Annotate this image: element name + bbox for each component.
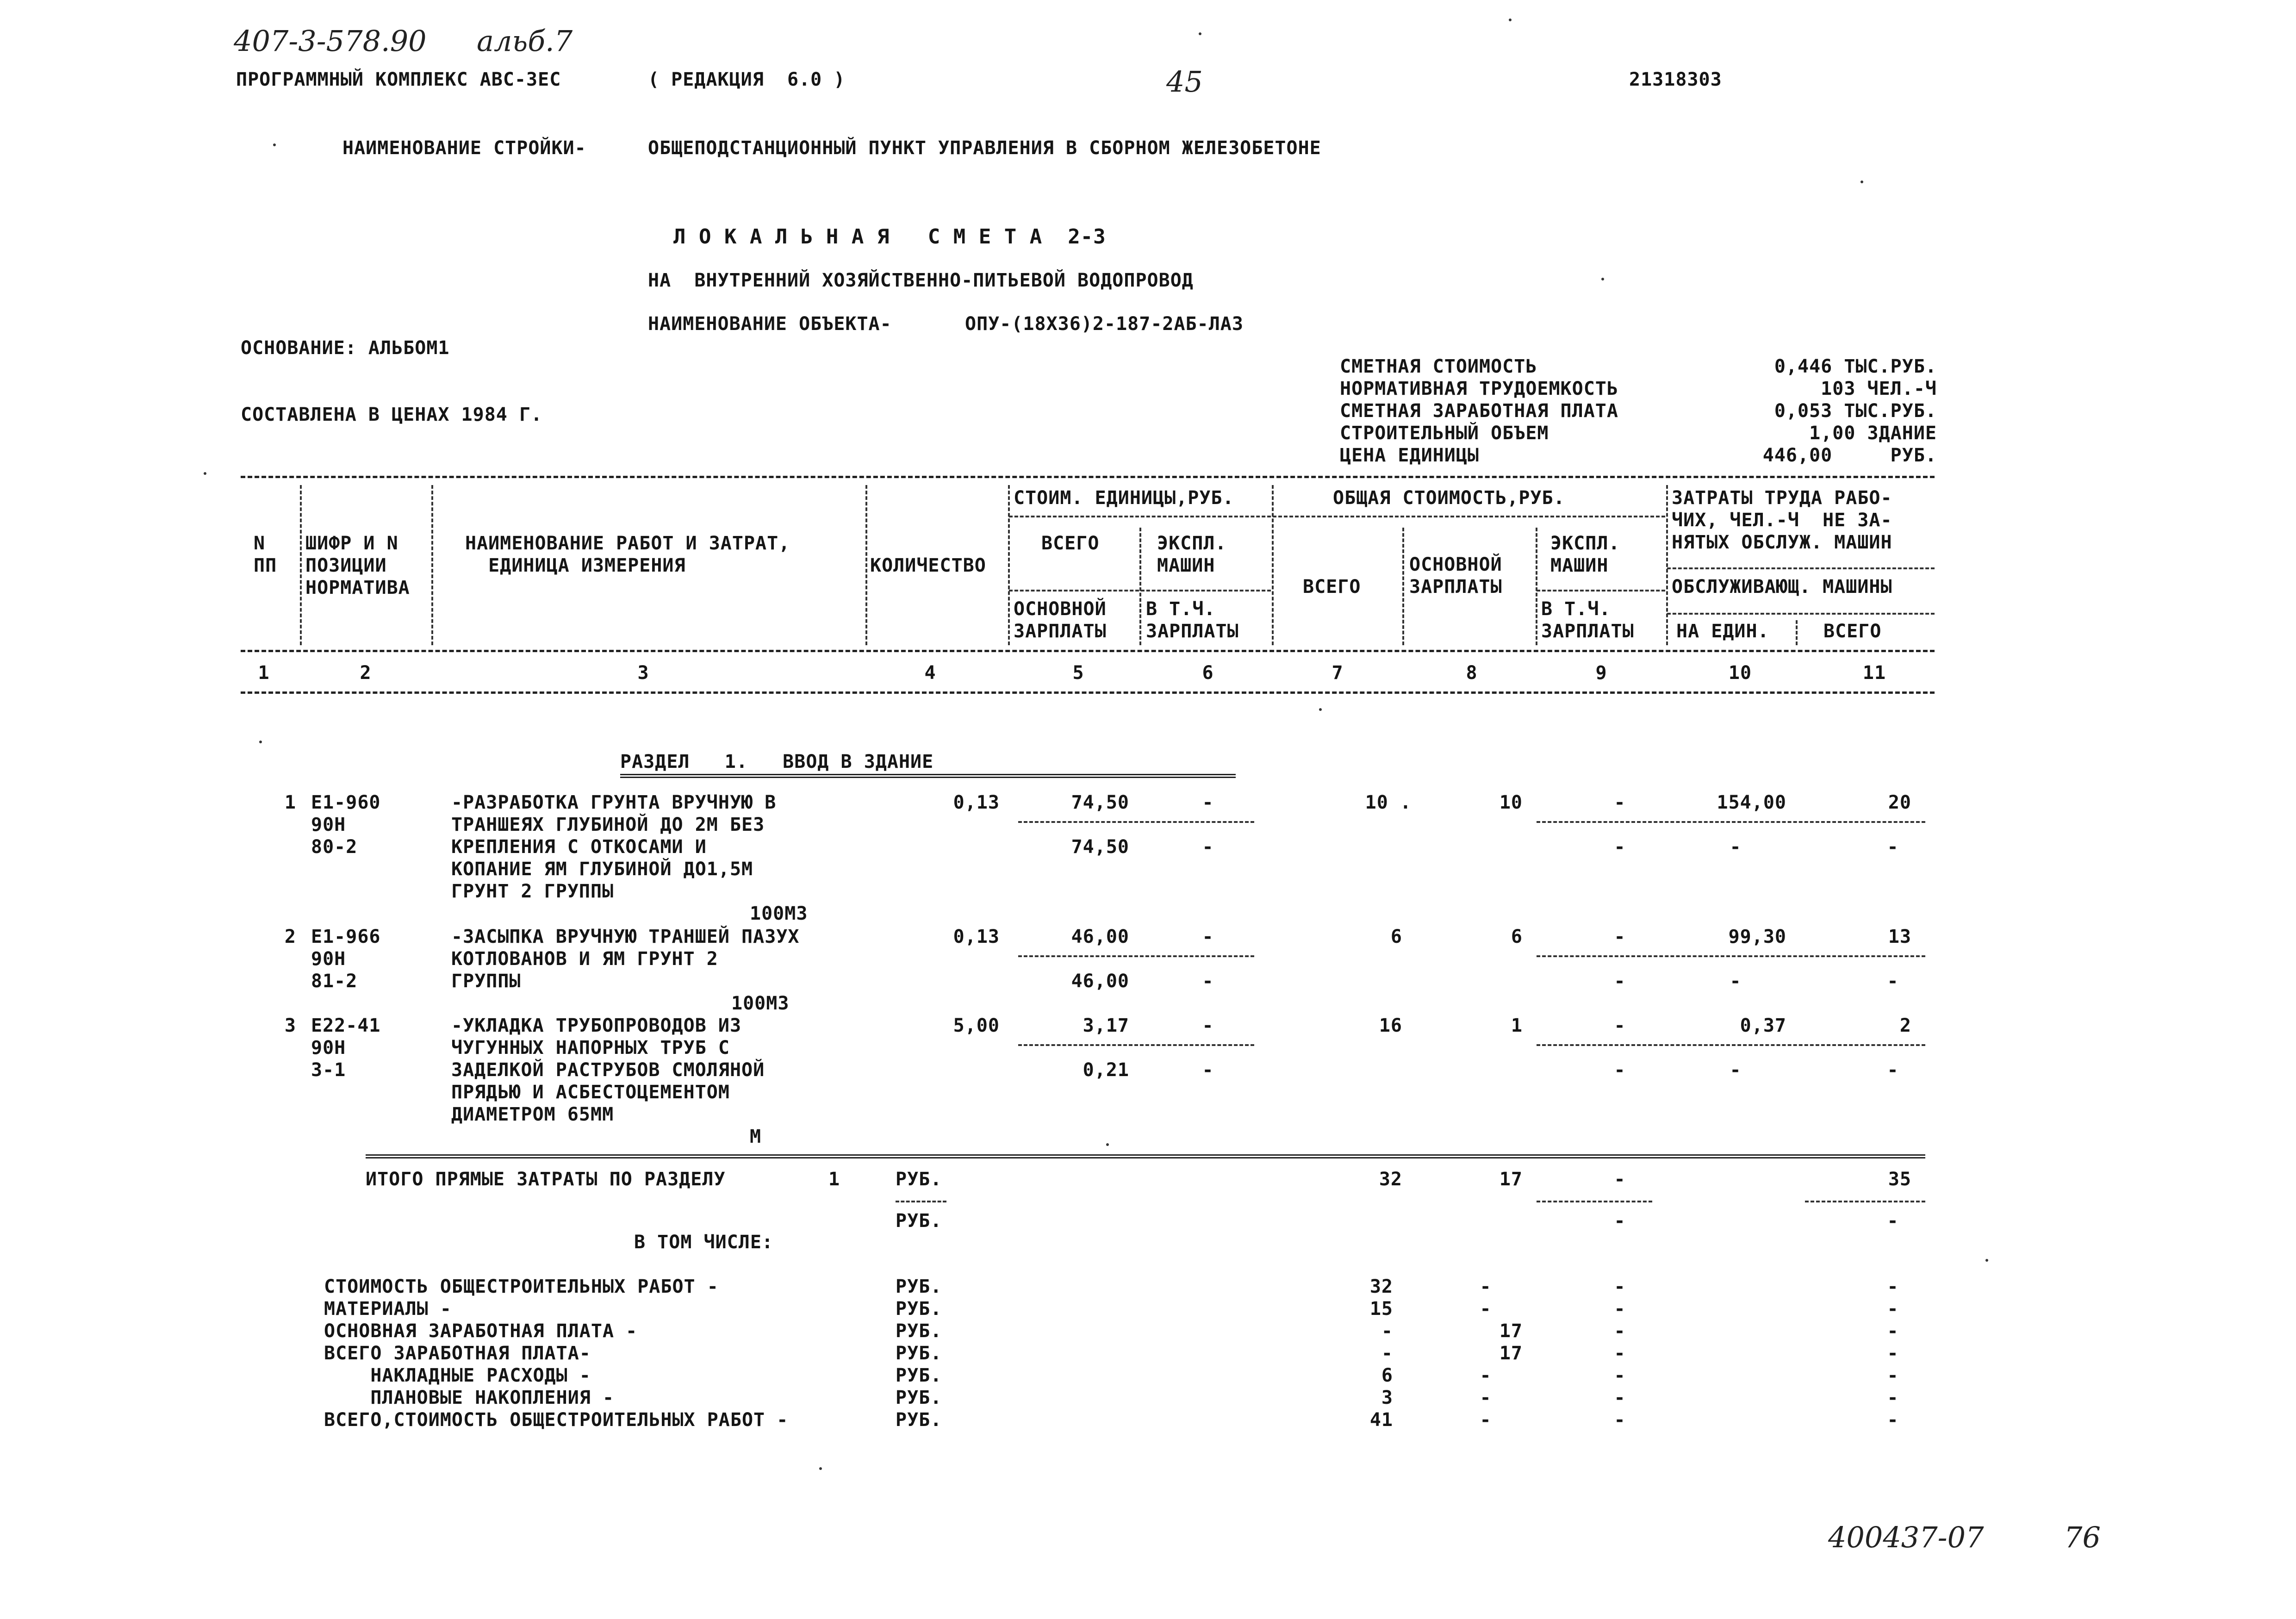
breakdown-labor: - [1887, 1365, 1899, 1386]
handwritten-page-number: 45 [1166, 65, 1203, 99]
totals-section-number: 1 [828, 1169, 840, 1190]
breakdown-labor: - [1887, 1409, 1899, 1431]
breakdown-machines: - [1614, 1276, 1626, 1297]
column-number: 2 [360, 662, 372, 684]
column-number: 8 [1466, 662, 1478, 684]
object-label: НАИМЕНОВАНИЕ ОБЪЕКТА- [648, 313, 892, 335]
scan-speck [1106, 1143, 1109, 1146]
total-machines: - [1614, 792, 1626, 813]
total-base-wage: 1 [1511, 1015, 1523, 1036]
scan-speck [1601, 278, 1604, 280]
totals-machines: - [1614, 1169, 1626, 1190]
breakdown-labor: - [1887, 1320, 1899, 1342]
header-total-machines: ЭКСПЛ. МАШИН [1550, 533, 1620, 576]
totals-rule [366, 1154, 1925, 1158]
column-number: 9 [1595, 662, 1607, 684]
estimate-subtitle: НА ВНУТРЕННИЙ ХОЗЯЙСТВЕННО-ПИТЬЕВОЙ ВОДОПРОВОД [648, 270, 1194, 291]
including-label: В ТОМ ЧИСЛЕ: [634, 1232, 773, 1253]
breakdown-base: 17 [1499, 1320, 1523, 1342]
total-all: 10 . [1365, 792, 1412, 813]
header-unit-rule [1009, 516, 1271, 517]
breakdown-base: - [1480, 1409, 1492, 1431]
totals-unit-second: РУБ. [896, 1210, 942, 1232]
row-number: 2 [284, 926, 296, 947]
summary-label: НОРМАТИВНАЯ ТРУДОЕМКОСТЬ [1340, 378, 1618, 399]
totals-all: 32 [1379, 1169, 1402, 1190]
unit-total: 74,50 [1071, 792, 1129, 813]
work-description: -УКЛАДКА ТРУБОПРОВОДОВ ИЗ ЧУГУННЫХ НАПОРНЫХ ТРУБ С ЗАДЕЛКОЙ РАСТРУБОВ СМОЛЯНОЙ ПРЯДЬЮ И АСБЕСТОЦЕМЕНТОМ ДИАМЕТРОМ 65ММ [451, 1015, 765, 1125]
col-separator [1536, 528, 1537, 645]
unit-incl-wage: - [1202, 1059, 1214, 1081]
work-description: -ЗАСЫПКА ВРУЧНУЮ ТРАНШЕЙ ПАЗУХ КОТЛОВАНОВ И ЯМ ГРУНТ 2 ГРУППЫ [451, 926, 800, 992]
summary-label: СТРОИТЕЛЬНЫЙ ОБЪЕМ [1340, 423, 1549, 444]
breakdown-labor: - [1887, 1387, 1899, 1408]
handwritten-archive-code: 400437-07 [1828, 1520, 1984, 1554]
breakdown-all: 15 [1369, 1298, 1393, 1320]
breakdown-unit: РУБ. [896, 1276, 942, 1297]
totals-labor: 35 [1888, 1169, 1911, 1190]
header-total-all: ВСЕГО [1303, 576, 1361, 598]
breakdown-labor: - [1887, 1343, 1899, 1364]
breakdown-machines: - [1614, 1298, 1626, 1320]
totals-base-wage: 17 [1499, 1169, 1523, 1190]
summary-value: 446,00 РУБ. [1762, 445, 1937, 466]
labor-per-unit: 154,00 [1717, 792, 1786, 813]
col-separator [1272, 485, 1274, 645]
totals-machines-second: - [1614, 1210, 1626, 1232]
unit-machines: - [1202, 792, 1214, 813]
total-all: 6 [1390, 926, 1402, 947]
breakdown-unit: РУБ. [896, 1387, 942, 1408]
scan-speck [1509, 19, 1512, 21]
scan-speck [819, 1467, 822, 1470]
work-unit: 100М3 [731, 993, 790, 1014]
header-total-rule [1273, 516, 1665, 517]
construction-name: ОБЩЕПОДСТАНЦИОННЫЙ ПУНКТ УПРАВЛЕНИЯ В СБОРНОМ ЖЕЛЕЗОБЕТОНЕ [648, 137, 1321, 159]
section-underline [620, 774, 1236, 778]
row-subrule [1018, 955, 1254, 957]
handwritten-album: альб.7 [477, 24, 573, 58]
breakdown-machines: - [1614, 1343, 1626, 1364]
unit-total: 46,00 [1071, 926, 1129, 947]
breakdown-all: - [1381, 1320, 1393, 1342]
breakdown-base: - [1480, 1298, 1492, 1320]
breakdown-base: 17 [1499, 1343, 1523, 1364]
summary-value: 0,446 ТЫС.РУБ. [1774, 356, 1937, 377]
breakdown-label: ВСЕГО,СТОИМОСТЬ ОБЩЕСТРОИТЕЛЬНЫХ РАБОТ - [324, 1409, 789, 1431]
labor-total: 2 [1899, 1015, 1911, 1036]
service-total: - [1887, 836, 1899, 858]
totals-unit: РУБ. [896, 1169, 942, 1190]
col-separator [300, 485, 302, 645]
breakdown-label: ВСЕГО ЗАРАБОТНАЯ ПЛАТА- [324, 1343, 591, 1364]
handwritten-project-ref: 407-3-578.90 [234, 24, 427, 58]
scan-speck [259, 741, 262, 743]
object-name: ОПУ-(18Х36)2-187-2АБ-ЛА3 [965, 313, 1244, 335]
header-labor-rule [1667, 567, 1935, 569]
work-unit: 100М3 [750, 903, 808, 924]
breakdown-machines: - [1614, 1387, 1626, 1408]
column-number: 1 [258, 662, 270, 684]
unit-incl-wage: - [1202, 971, 1214, 992]
header-labor-service: ОБСЛУЖИВАЮЩ. МАШИНЫ [1672, 576, 1892, 598]
basis: ОСНОВАНИЕ: АЛЬБОМ1 [241, 337, 450, 359]
scan-speck [1199, 32, 1201, 35]
breakdown-all: 41 [1369, 1409, 1393, 1431]
breakdown-unit: РУБ. [896, 1343, 942, 1364]
summary-value: 1,00 ЗДАНИЕ [1809, 423, 1937, 444]
breakdown-base: - [1480, 1276, 1492, 1297]
total-all: 16 [1379, 1015, 1402, 1036]
breakdown-unit: РУБ. [896, 1365, 942, 1386]
unit-total: 3,17 [1083, 1015, 1129, 1036]
col-separator [1139, 528, 1141, 645]
row-subrule [1537, 1044, 1925, 1046]
column-number: 3 [637, 662, 649, 684]
total-incl-wage: - [1614, 1059, 1626, 1081]
summary-value: 103 ЧЕЛ.-Ч [1821, 378, 1937, 399]
header-unit-base-wage: ОСНОВНОЙ ЗАРПЛАТЫ [1014, 598, 1107, 642]
row-subrule [1537, 955, 1925, 957]
service-per-unit: - [1730, 836, 1742, 858]
work-description: -РАЗРАБОТКА ГРУНТА ВРУЧНУЮ В ТРАНШЕЯХ ГЛУБИНОЙ ДО 2М БЕЗ КРЕПЛЕНИЯ С ОТКОСАМИ И КОПАНИЕ ЯМ ГЛУБИНОЙ ДО1,5М ГРУНТ 2 ГРУППЫ [451, 792, 777, 902]
unit-machines: - [1202, 926, 1214, 947]
summary-value: 0,053 ТЫС.РУБ. [1774, 400, 1937, 422]
construction-label: НАИМЕНОВАНИЕ СТРОЙКИ- [342, 137, 586, 159]
program-name: ПРОГРАММНЫЙ КОМПЛЕКС АВС-3ЕС [236, 69, 561, 90]
service-total: - [1887, 1059, 1899, 1081]
estimate-title: Л О К А Л Ь Н А Я С М Е Т А 2-3 [673, 225, 1106, 249]
breakdown-base: - [1480, 1365, 1492, 1386]
row-subrule [1018, 821, 1254, 823]
header-row-number: N ПП [254, 533, 277, 576]
scan-speck [1985, 1259, 1988, 1262]
total-incl-wage: - [1614, 836, 1626, 858]
breakdown-unit: РУБ. [896, 1320, 942, 1342]
totals-labor-second: - [1887, 1210, 1899, 1232]
total-incl-wage: - [1614, 971, 1626, 992]
breakdown-machines: - [1614, 1320, 1626, 1342]
breakdown-label: ОСНОВНАЯ ЗАРАБОТНАЯ ПЛАТА - [324, 1320, 638, 1342]
summary-label: СМЕТНАЯ СТОИМОСТЬ [1340, 356, 1537, 377]
header-total-rule [1537, 590, 1665, 592]
breakdown-all: - [1381, 1343, 1393, 1364]
header-total-base-wage: ОСНОВНОЙ ЗАРПЛАТЫ [1409, 554, 1502, 598]
column-number: 7 [1332, 662, 1344, 684]
norm-code: Е1-966 90Н 81-2 [311, 926, 381, 992]
unit-base-wage: 74,50 [1071, 836, 1129, 858]
quantity: 5,00 [953, 1015, 1000, 1036]
breakdown-label: ПЛАНОВЫЕ НАКОПЛЕНИЯ - [324, 1387, 615, 1408]
summary-label: ЦЕНА ЕДИНИЦЫ [1340, 445, 1479, 466]
breakdown-all: 3 [1381, 1387, 1393, 1408]
row-subrule [1018, 1044, 1254, 1046]
col-separator [865, 485, 867, 645]
total-machines: - [1614, 1015, 1626, 1036]
unit-base-wage: 46,00 [1071, 971, 1129, 992]
quantity: 0,13 [953, 926, 1000, 947]
norm-code: Е1-960 90Н 80-2 [311, 792, 381, 858]
document-code: 21318303 [1629, 69, 1722, 90]
header-labor: ЗАТРАТЫ ТРУДА РАБО- ЧИХ, ЧЕЛ.-Ч НЕ ЗА- НЯТЫХ ОБСЛУЖ. МАШИН [1672, 487, 1892, 553]
unit-incl-wage: - [1202, 836, 1214, 858]
scan-speck [1860, 181, 1863, 183]
handwritten-sheet-number: 76 [2064, 1520, 2101, 1554]
labor-total: 13 [1888, 926, 1911, 947]
header-norm-code: ШИФР И N ПОЗИЦИИ НОРМАТИВА [305, 533, 410, 598]
work-unit: М [750, 1126, 762, 1147]
labor-per-unit: 99,30 [1728, 926, 1786, 947]
summary-label: СМЕТНАЯ ЗАРАБОТНАЯ ПЛАТА [1340, 400, 1618, 422]
header-unit-machines: ЭКСПЛ. МАШИН [1157, 533, 1227, 576]
service-total: - [1887, 971, 1899, 992]
breakdown-label: НАКЛАДНЫЕ РАСХОДЫ - [324, 1365, 591, 1386]
total-base-wage: 10 [1499, 792, 1523, 813]
header-unit-incl-wage: В Т.Ч. ЗАРПЛАТЫ [1146, 598, 1239, 642]
col-separator [1796, 620, 1798, 645]
breakdown-machines: - [1614, 1409, 1626, 1431]
total-machines: - [1614, 926, 1626, 947]
row-number: 3 [284, 1015, 296, 1036]
column-number-rule [241, 691, 1935, 694]
col-separator [1008, 485, 1010, 645]
labor-per-unit: 0,37 [1740, 1015, 1786, 1036]
breakdown-machines: - [1614, 1365, 1626, 1386]
edition: ( РЕДАКЦИЯ 6.0 ) [648, 69, 846, 90]
totals-label: ИТОГО ПРЯМЫЕ ЗАТРАТЫ ПО РАЗДЕЛУ [366, 1169, 726, 1190]
unit-machines: - [1202, 1015, 1214, 1036]
service-per-unit: - [1730, 971, 1742, 992]
scan-speck [204, 472, 206, 475]
header-unit-cost: СТОИМ. ЕДИНИЦЫ,РУБ. [1014, 487, 1234, 509]
norm-code: Е22-41 90Н 3-1 [311, 1015, 381, 1081]
breakdown-all: 32 [1369, 1276, 1393, 1297]
header-unit-rule [1009, 590, 1271, 592]
quantity: 0,13 [953, 792, 1000, 813]
header-unit-total: ВСЕГО [1041, 533, 1100, 554]
price-base: СОСТАВЛЕНА В ЦЕНАХ 1984 Г. [241, 404, 543, 425]
header-bottom-rule [241, 650, 1935, 652]
col-separator [1402, 528, 1404, 645]
unit-base-wage: 0,21 [1083, 1059, 1129, 1081]
header-labor-total: ВСЕГО [1823, 621, 1882, 642]
breakdown-label: СТОИМОСТЬ ОБЩЕСТРОИТЕЛЬНЫХ РАБОТ - [324, 1276, 719, 1297]
service-per-unit: - [1730, 1059, 1742, 1081]
column-number: 4 [924, 662, 936, 684]
col-separator [1666, 485, 1668, 645]
column-number: 10 [1728, 662, 1752, 684]
row-number: 1 [284, 792, 296, 813]
breakdown-base: - [1480, 1387, 1492, 1408]
breakdown-unit: РУБ. [896, 1298, 942, 1320]
breakdown-labor: - [1887, 1276, 1899, 1297]
breakdown-all: 6 [1381, 1365, 1393, 1386]
labor-total: 20 [1888, 792, 1911, 813]
totals-subrule [896, 1201, 946, 1202]
breakdown-unit: РУБ. [896, 1409, 942, 1431]
header-labor-unit: НА ЕДИН. [1676, 621, 1769, 642]
header-labor-rule [1667, 613, 1935, 615]
column-number: 5 [1072, 662, 1084, 684]
header-quantity: КОЛИЧЕСТВО [870, 555, 986, 576]
row-subrule [1537, 821, 1925, 823]
header-total-cost: ОБЩАЯ СТОИМОСТЬ,РУБ. [1333, 487, 1565, 509]
col-separator [431, 485, 433, 645]
header-work-name: НАИМЕНОВАНИЕ РАБОТ И ЗАТРАТ, ЕДИНИЦА ИЗМЕРЕНИЯ [465, 533, 790, 576]
scan-speck [1319, 708, 1322, 711]
section-title: РАЗДЕЛ 1. ВВОД В ЗДАНИЕ [620, 751, 934, 772]
breakdown-label: МАТЕРИАЛЫ - [324, 1298, 452, 1320]
totals-subrule [1537, 1201, 1652, 1202]
table-top-rule [241, 476, 1935, 478]
total-base-wage: 6 [1511, 926, 1523, 947]
totals-subrule [1805, 1201, 1925, 1202]
column-number: 11 [1862, 662, 1886, 684]
column-number: 6 [1202, 662, 1214, 684]
breakdown-labor: - [1887, 1298, 1899, 1320]
scan-speck [273, 143, 276, 146]
header-total-incl-wage: В Т.Ч. ЗАРПЛАТЫ [1541, 598, 1634, 642]
